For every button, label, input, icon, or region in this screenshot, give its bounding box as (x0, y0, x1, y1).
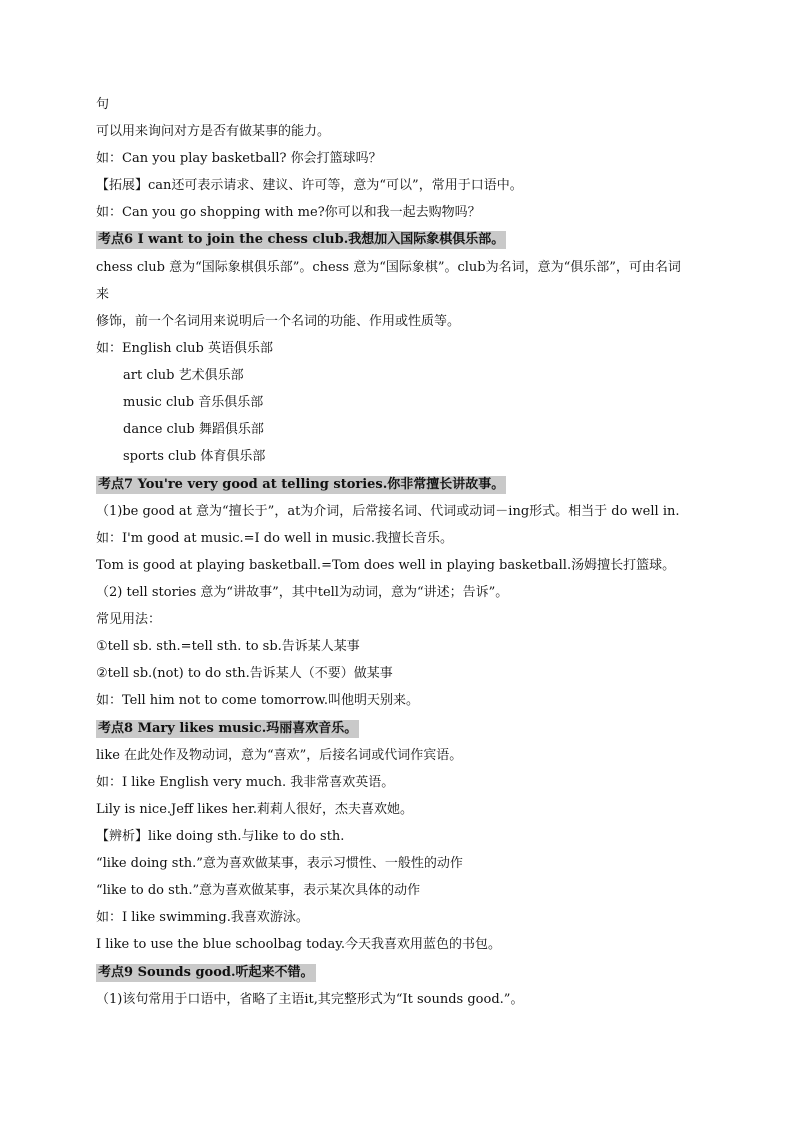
text-line: （2) tell stories 意为“讲故事”，其中tell为动词，意为“讲述；告诉”。 (96, 585, 509, 600)
text-line: 如：Tell him not to come tomorrow.叫他明天别来。 (96, 693, 419, 708)
text-line: 如：I like English very much. 我非常喜欢英语。 (96, 775, 395, 790)
text-line: art club 艺术俱乐部 (123, 368, 244, 383)
text-line: “like to do sth.”意为喜欢做某事，表示某次具体的动作 (96, 883, 421, 898)
text-line: ①tell sb. sth.=tell sth. to sb.告诉某人某事 (96, 639, 360, 654)
text-line: like 在此处作及物动词，意为“喜欢”，后接名词或代词作宾语。 (96, 748, 463, 763)
text-line: dance club 舞蹈俱乐部 (123, 422, 264, 437)
heading-text: 考点9 Sounds good.听起来不错。 (98, 965, 314, 980)
text-line: sports club 体育俱乐部 (123, 449, 266, 464)
text-line: 如：I like swimming.我喜欢游泳。 (96, 910, 309, 925)
text-line: （1)该句常用于口语中，省略了主语it,其完整形式为“It sounds good.”。 (96, 992, 524, 1007)
text-line: 如：Can you play basketball? 你会打篮球吗？ (96, 151, 382, 166)
text-line: 常见用法： (96, 612, 162, 627)
text-line: 如：English club 英语俱乐部 (96, 341, 273, 356)
text-line: 句 (96, 97, 110, 112)
text-line: 修饰，前一个名词用来说明后一个名词的功能、作用或性质等。 (96, 314, 461, 329)
section-heading-6 (96, 231, 698, 249)
heading-text: 考点6 I want to join the chess club.我想加入国际象棋俱乐部。 (98, 232, 505, 247)
text-line: 【辨析】like doing sth.与like to do sth. (96, 829, 345, 844)
text-line: “like doing sth.”意为喜欢做某事，表示习惯性、一般性的动作 (96, 856, 463, 871)
heading-text: 考点8 Mary likes music.玛丽喜欢音乐。 (98, 721, 358, 736)
text-line: music club 音乐俱乐部 (123, 395, 264, 410)
text-line: 来 (96, 287, 110, 302)
heading-text: 考点7 You're very good at telling stories.你非常擅长讲故事。 (98, 477, 505, 492)
text-line: I like to use the blue schoolbag today.今天我喜欢用蓝色的书包。 (96, 937, 501, 952)
text-line: Tom is good at playing basketball.=Tom does well in playing basketball.汤姆擅长打篮球。 (96, 558, 676, 573)
section-heading-8 (96, 720, 698, 738)
text-line: 可以用来询问对方是否有做某事的能力。 (96, 124, 331, 139)
text-line: （1)be good at 意为“擅长于”，at为介词，后常接名词、代词或动词－ing形式。相当于 do well in. (96, 504, 680, 519)
text-line: ②tell sb.(not) to do sth.告诉某人（不要）做某事 (96, 666, 393, 681)
text-line: chess club 意为“国际象棋俱乐部”。chess 意为“国际象棋”。club为名词，意为“俱乐部”，可由名词 (96, 260, 681, 275)
text-line: 如：I'm good at music.=I do well in music.我擅长音乐。 (96, 531, 453, 546)
section-heading-9 (96, 964, 698, 982)
text-line: 【拓展】can还可表示请求、建议、许可等，意为“可以”，常用于口语中。 (96, 178, 523, 193)
text-line: 如：Can you go shopping with me?你可以和我一起去购物吗？ (96, 205, 481, 220)
section-heading-7 (96, 476, 698, 494)
text-line: Lily is nice.Jeff likes her.莉莉人很好，杰夫喜欢她。 (96, 802, 413, 817)
